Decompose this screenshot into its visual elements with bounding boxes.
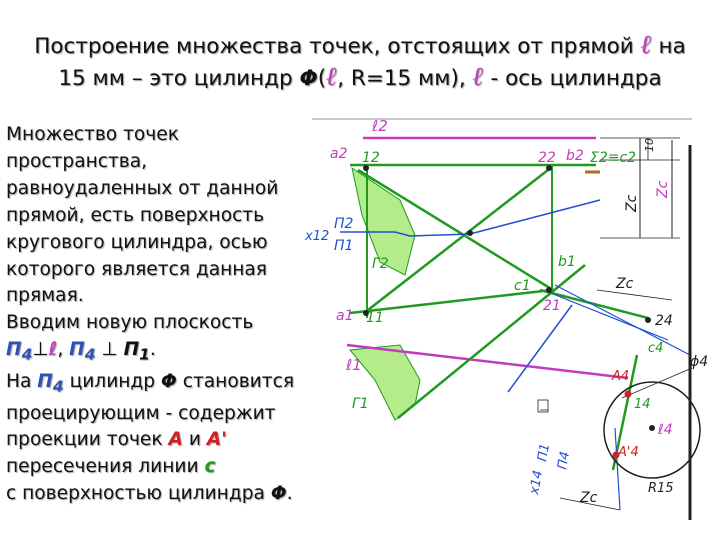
text-line bbox=[6, 427, 306, 454]
label-a1: a1 bbox=[336, 308, 354, 324]
dim-zc-slant bbox=[597, 290, 672, 300]
point-24 bbox=[645, 317, 651, 323]
plane-index: 4 bbox=[84, 345, 96, 364]
label-14: 14 bbox=[634, 397, 651, 412]
text-piece: проекции точек bbox=[6, 429, 169, 451]
projection-line bbox=[548, 292, 668, 340]
perp-symbol: ⊥ bbox=[95, 339, 124, 361]
construction-drawing bbox=[300, 108, 710, 528]
point-21 bbox=[546, 287, 552, 293]
label-12: 12 bbox=[362, 150, 380, 166]
text-line bbox=[6, 454, 306, 481]
label-b1: b1 bbox=[558, 254, 576, 270]
text-piece: . bbox=[286, 483, 293, 505]
text-line-plane bbox=[6, 337, 306, 369]
label-P1: П1 bbox=[334, 238, 354, 254]
plane-index: 4 bbox=[21, 345, 33, 364]
text-line: которого является данная bbox=[6, 258, 267, 280]
phi-symbol: Φ bbox=[299, 66, 318, 91]
label-l2: ℓ2 bbox=[372, 117, 388, 135]
label-zc-slant: Zc bbox=[616, 276, 634, 292]
text-piece: На bbox=[6, 370, 38, 392]
label-b2: b2 bbox=[566, 148, 584, 164]
text-piece: пересечения линии bbox=[6, 456, 205, 478]
label-r15: R15 bbox=[648, 481, 674, 496]
label-l4: ℓ4 bbox=[658, 422, 673, 438]
title-text: Построение множества точек, отстоящих от прямой bbox=[34, 34, 641, 59]
plane-symbol: П bbox=[69, 339, 85, 361]
label-10: 10 bbox=[643, 138, 656, 152]
phi-symbol: Φ bbox=[270, 483, 287, 505]
axis-x14 bbox=[508, 305, 572, 392]
plane-symbol: П bbox=[123, 339, 140, 361]
label-24: 24 bbox=[655, 313, 673, 329]
text-piece: становится bbox=[176, 370, 295, 392]
line-l-symbol: ℓ bbox=[640, 30, 652, 60]
text-line: равноудаленных от данной bbox=[6, 177, 279, 199]
point-A-prime: A' bbox=[206, 429, 227, 451]
text-piece: цилиндр bbox=[63, 370, 162, 392]
label-gamma2: Γ2 bbox=[372, 256, 389, 272]
title-text: 15 мм – это цилиндр bbox=[58, 66, 300, 91]
phi-symbol: Φ bbox=[161, 370, 177, 392]
text-line: прямой, есть поверхность bbox=[6, 204, 265, 226]
title-line-1 bbox=[0, 30, 720, 62]
label-a2: a2 bbox=[330, 146, 348, 162]
text-line: проецирующим - содержит bbox=[6, 402, 276, 424]
title-text: ( bbox=[317, 66, 327, 91]
label-zc-inner: Zc bbox=[624, 194, 640, 212]
text-piece: , bbox=[57, 339, 70, 361]
text-line: кругового цилиндра, осью bbox=[6, 231, 268, 253]
label-phi4: ϕ4 bbox=[690, 354, 709, 370]
plane-index: 1 bbox=[139, 345, 150, 364]
label-l1: ℓ1 bbox=[346, 356, 362, 374]
line-l-symbol: ℓ bbox=[472, 62, 484, 92]
line-c1 bbox=[398, 265, 585, 418]
label-P2: П2 bbox=[334, 216, 354, 232]
label-21: 21 bbox=[543, 298, 561, 314]
title-line-2 bbox=[0, 62, 720, 94]
point-center bbox=[467, 230, 473, 236]
slide-title bbox=[0, 30, 720, 94]
title-text: , R=15 мм), bbox=[337, 66, 473, 91]
plane-symbol: П bbox=[37, 370, 53, 392]
label-c1: c1 bbox=[514, 278, 531, 294]
point-A4 bbox=[625, 391, 632, 398]
text-line: пространства, bbox=[6, 150, 148, 172]
label-P1-rotated: П1 bbox=[535, 442, 554, 463]
text-piece: и bbox=[182, 429, 207, 451]
text-line: прямая. bbox=[6, 285, 84, 307]
text-piece: . bbox=[149, 339, 156, 361]
text-line bbox=[6, 481, 306, 508]
label-11: 11 bbox=[366, 310, 384, 326]
label-A4: A4 bbox=[612, 369, 630, 384]
line-l-symbol: ℓ bbox=[326, 62, 338, 92]
explanation-text bbox=[6, 122, 306, 508]
plane-symbol: П bbox=[6, 339, 22, 361]
line-c: c bbox=[204, 456, 216, 478]
line-l-symbol: ℓ bbox=[48, 339, 58, 361]
point-A: A bbox=[168, 429, 183, 451]
plane-index: 4 bbox=[52, 377, 64, 396]
perp-symbol: ⊥ bbox=[32, 339, 49, 361]
label-c4: c4 bbox=[648, 341, 664, 356]
label-P4: П4 bbox=[555, 450, 574, 471]
text-piece: с поверхностью цилиндра bbox=[6, 483, 271, 505]
text-line bbox=[6, 369, 306, 401]
label-A4-prime: A'4 bbox=[618, 445, 639, 460]
title-text: на bbox=[651, 34, 686, 59]
label-gamma1: Γ1 bbox=[352, 396, 369, 412]
label-x14: x14 bbox=[527, 469, 547, 496]
label-zc-bottom: Zc bbox=[580, 490, 598, 506]
point-l4 bbox=[649, 425, 655, 431]
label-sigma2: Σ2≡c2 bbox=[590, 150, 637, 166]
label-22: 22 bbox=[538, 150, 556, 166]
label-x12: x12 bbox=[305, 229, 330, 244]
text-line: Множество точек bbox=[6, 124, 179, 145]
text-line: Вводим новую плоскость bbox=[6, 312, 254, 334]
label-zc-right: Zc bbox=[655, 180, 671, 198]
title-text: - ось цилиндра bbox=[483, 66, 662, 91]
